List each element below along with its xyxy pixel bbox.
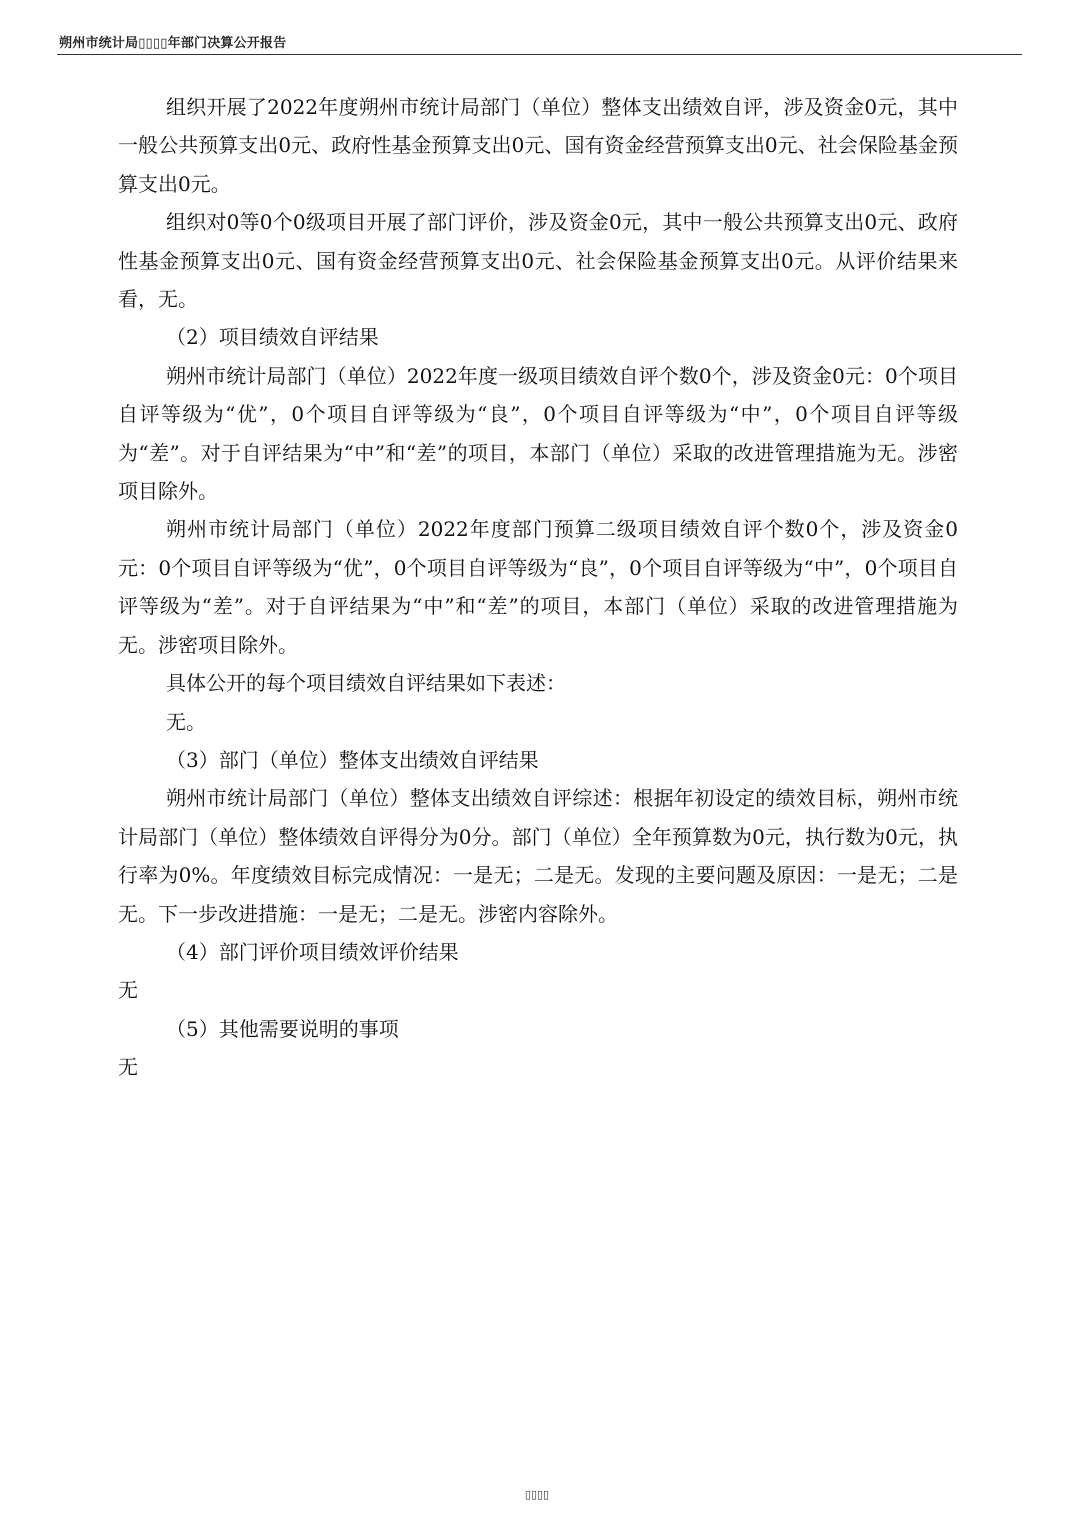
paragraph-other-matters-none: 无: [118, 1055, 138, 1080]
paragraph-overall-evaluation: 组织开展了2022年度朔州市统计局部门（单位）整体支出绩效自评，涉及资金0元，其中一般公共预算支出0元、政府性基金预算支出0元、国有资金经营预算支出0元、社会保险基金预算支出0元。: [118, 95, 958, 196]
document-body: [118, 88, 958, 1087]
heading-overall-expenditure-results: （3）部门（单位）整体支出绩效自评结果: [166, 747, 539, 772]
paragraph-department-evaluation: 组织对0等0个0级项目开展了部门评价，涉及资金0元，其中一般公共预算支出0元、政府性基金预算支出0元、国有资金经营预算支出0元、社会保险基金预算支出0元。从评价结果来看，无。: [118, 210, 958, 312]
page-number: ▯▯▯▯: [524, 1488, 550, 1501]
paragraph-level1-projects: 朔州市统计局部门（单位）2022年度一级项目绩效自评个数0个，涉及资金0元：0个项目自评等级为“优”，0个项目自评等级为“良”，0个项目自评等级为“中”，0个项目自评等级为“差”。对于自评结果为“中”和“差”的项目，本部门（单位）采取的改进管理措施为无。涉密项目除外。: [118, 363, 958, 504]
paragraph-overall-expenditure-summary: 朔州市统计局部门（单位）整体支出绩效自评综述：根据年初设定的绩效目标，朔州市统计局部门（单位）整体绩效自评得分为0分。部门（单位）全年预算数为0元，执行数为0元，执行率为0%。年度绩效目标完成情况：一是无；二是无。发现的主要问题及原因：一是无；二是无。下一步改进措施：一是无；二是无。涉密内容除外。: [118, 786, 958, 926]
heading-other-matters: （5）其他需要说明的事项: [166, 1016, 399, 1041]
heading-department-project-evaluation: （4）部门评价项目绩效评价结果: [166, 939, 459, 964]
paragraph-project-details-none: 无。: [166, 709, 206, 734]
heading-project-self-evaluation: （2）项目绩效自评结果: [166, 325, 379, 350]
paragraph-department-project-none: 无: [118, 978, 138, 1003]
paragraph-project-details-intro: 具体公开的每个项目绩效自评结果如下表述：: [166, 671, 566, 696]
header-title: 朔州市统计局▯▯▯▯年部门决算公开报告: [59, 36, 287, 51]
page-header: [57, 30, 1022, 55]
paragraph-level2-projects: 朔州市统计局部门（单位）2022年度部门预算二级项目绩效自评个数0个，涉及资金0元：0个项目自评等级为“优”，0个项目自评等级为“良”，0个项目自评等级为“中”，0个项目自评等级为“差”。对于自评结果为“中”和“差”的项目，本部门（单位）采取的改进管理措施为无。涉密项目除外。: [118, 517, 958, 657]
